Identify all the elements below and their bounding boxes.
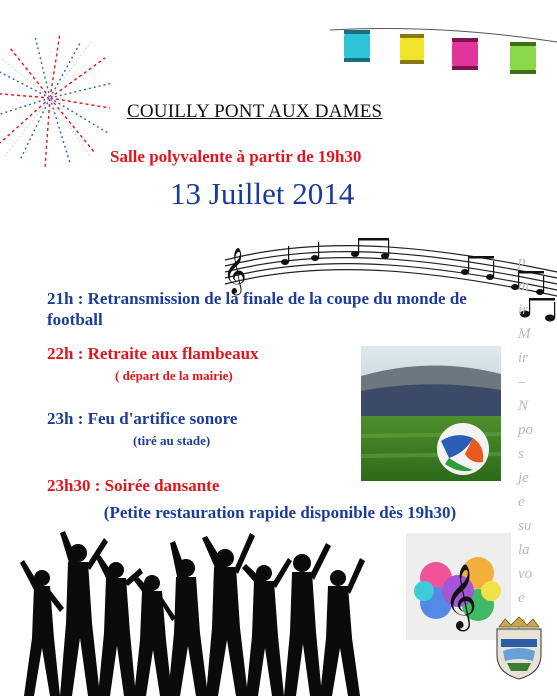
stadium-image [361, 346, 501, 481]
side-text-fragment: N [518, 398, 529, 414]
dancers-silhouette [20, 528, 365, 698]
program-item-3: 23h : Feu d'artifice sonore [47, 409, 238, 428]
side-text-fragment: M [518, 326, 531, 342]
side-text-fragment: – [518, 374, 526, 390]
svg-text:𝄞: 𝄞 [444, 564, 478, 629]
program-item-2: 22h : Retraite aux flambeaux [47, 344, 259, 363]
side-text-fragment: je [518, 470, 529, 486]
side-text-fragment: s [518, 446, 524, 462]
svg-text:𝄞: 𝄞 [223, 248, 247, 294]
program-item-1: 21h : Retransmission de la finale de la coupe du monde de football [47, 289, 467, 329]
town-crest-icon [493, 617, 545, 680]
lanterns-icon [330, 20, 557, 90]
side-text-fragment: ir [518, 302, 529, 318]
side-text-fragment: ir [518, 350, 529, 366]
side-text-fragment: m [518, 278, 529, 294]
event-date: 13 Juillet 2014 [170, 176, 355, 211]
program-item-2-note: ( départ de la mairie) [115, 368, 233, 383]
side-text-fragment: vo [518, 566, 533, 582]
town-title: COUILLY PONT AUX DAMES [127, 101, 383, 122]
venue-line: Salle polyvalente à partir de 19h30 [110, 147, 362, 166]
program-item-4: 23h30 : Soirée dansante [47, 476, 220, 495]
side-faded-text [518, 250, 557, 610]
program-item-4-note: (Petite restauration rapide disponible dès 19h30) [103, 503, 457, 522]
side-text-fragment: po [518, 422, 533, 438]
program-item-3-note: (tiré au stade) [133, 433, 211, 448]
side-text-fragment: e [518, 590, 525, 606]
side-text-fragment: e [518, 494, 525, 510]
side-text-fragment: p [518, 254, 526, 270]
side-text-fragment: su [518, 518, 532, 534]
side-text-fragment: la [518, 542, 530, 558]
firework-icon [0, 28, 118, 178]
